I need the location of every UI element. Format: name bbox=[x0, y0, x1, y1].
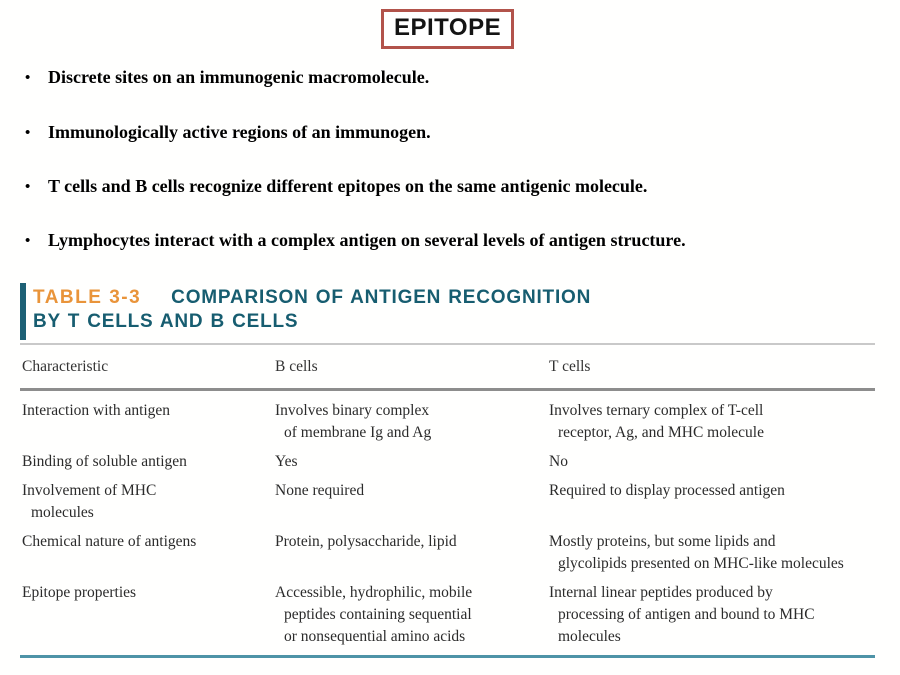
table-cell-t-cells bbox=[547, 480, 875, 524]
bullet-text: Lymphocytes interact with a complex antigen on several levels of antigen structure. bbox=[48, 230, 686, 250]
table-title-line1 bbox=[33, 286, 591, 310]
table-title-block bbox=[20, 283, 875, 340]
table-cell-characteristic bbox=[20, 582, 273, 648]
table-title-text: COMPARISON OF ANTIGEN RECOGNITION bbox=[171, 287, 592, 308]
bullet-text: Discrete sites on an immunogenic macromolecule. bbox=[48, 67, 430, 87]
table-cell-line: or nonsequential amino acids bbox=[284, 628, 466, 645]
table-cell-t-cells bbox=[547, 451, 875, 473]
table-header-row bbox=[20, 345, 875, 388]
bullet-dot: • bbox=[25, 179, 31, 195]
bullet-item bbox=[25, 175, 880, 198]
column-header-t-cells: T cells bbox=[549, 358, 591, 375]
table-cell-line: Involvement of MHC bbox=[22, 482, 157, 499]
table-cell-line: molecules bbox=[558, 628, 621, 645]
table-cell-line: Accessible, hydrophilic, mobile bbox=[275, 584, 473, 601]
table-accent-bar bbox=[20, 283, 26, 340]
table-cell-line: molecules bbox=[31, 504, 94, 521]
table-body bbox=[20, 391, 875, 648]
table-number-label: TABLE 3-3 bbox=[33, 287, 142, 308]
table-cell-line: Binding of soluble antigen bbox=[22, 453, 187, 470]
table-cell-line: Chemical nature of antigens bbox=[22, 533, 197, 550]
table-cell-line: Internal linear peptides produced by bbox=[549, 584, 773, 601]
table-row bbox=[20, 480, 875, 524]
table-cell-line: No bbox=[549, 453, 568, 470]
column-header-b-cells: B cells bbox=[275, 358, 318, 375]
bullet-text: Immunologically active regions of an immunogen. bbox=[48, 122, 431, 142]
table-cell-line: Required to display processed antigen bbox=[549, 482, 785, 499]
table-cell-line: None required bbox=[275, 482, 365, 499]
title-box bbox=[381, 9, 514, 49]
table-cell-characteristic bbox=[20, 400, 273, 444]
table-cell-line: processing of antigen and bound to MHC bbox=[558, 606, 815, 623]
table-cell-t-cells bbox=[547, 531, 875, 575]
table-cell-line: Interaction with antigen bbox=[22, 402, 171, 419]
column-header-characteristic: Characteristic bbox=[22, 358, 109, 375]
bullet-item bbox=[25, 66, 880, 89]
table-cell-line: glycolipids presented on MHC-like molecules bbox=[558, 555, 844, 572]
table-cell-line: receptor, Ag, and MHC molecule bbox=[558, 424, 764, 441]
antigen-recognition-table bbox=[20, 283, 875, 658]
table-row bbox=[20, 531, 875, 575]
table-cell-line: Involves binary complex bbox=[275, 402, 430, 419]
table-row bbox=[20, 451, 875, 473]
table-cell-line: Protein, polysaccharide, lipid bbox=[275, 533, 457, 550]
table-cell-line: Mostly proteins, but some lipids and bbox=[549, 533, 776, 550]
table-cell-line: Involves ternary complex of T-cell bbox=[549, 402, 764, 419]
table-cell-line: Epitope properties bbox=[22, 584, 137, 601]
bullet-dot: • bbox=[25, 70, 31, 86]
table-cell-line: of membrane Ig and Ag bbox=[284, 424, 432, 441]
table-cell-b-cells bbox=[273, 582, 547, 648]
table-row bbox=[20, 582, 875, 648]
table-cell-line: peptides containing sequential bbox=[284, 606, 472, 623]
page-title: EPITOPE bbox=[394, 14, 502, 41]
table-cell-characteristic bbox=[20, 531, 273, 575]
table-bottom-rule bbox=[20, 655, 875, 658]
table-cell-characteristic bbox=[20, 451, 273, 473]
table-cell-b-cells bbox=[273, 531, 547, 575]
table-cell-line: Yes bbox=[275, 453, 298, 470]
bullet-dot: • bbox=[25, 125, 31, 141]
table-title-line2: BY T CELLS AND B CELLS bbox=[33, 311, 299, 332]
table-cell-t-cells bbox=[547, 400, 875, 444]
table-cell-b-cells bbox=[273, 400, 547, 444]
table-cell-t-cells bbox=[547, 582, 875, 648]
table-cell-characteristic bbox=[20, 480, 273, 524]
table-row bbox=[20, 400, 875, 444]
bullet-dot: • bbox=[25, 233, 31, 249]
bullet-item bbox=[25, 121, 880, 144]
table-cell-b-cells bbox=[273, 480, 547, 524]
bullet-item bbox=[25, 229, 880, 252]
table-cell-b-cells bbox=[273, 451, 547, 473]
bullet-text: T cells and B cells recognize different epitopes on the same antigenic molecule. bbox=[48, 176, 648, 196]
